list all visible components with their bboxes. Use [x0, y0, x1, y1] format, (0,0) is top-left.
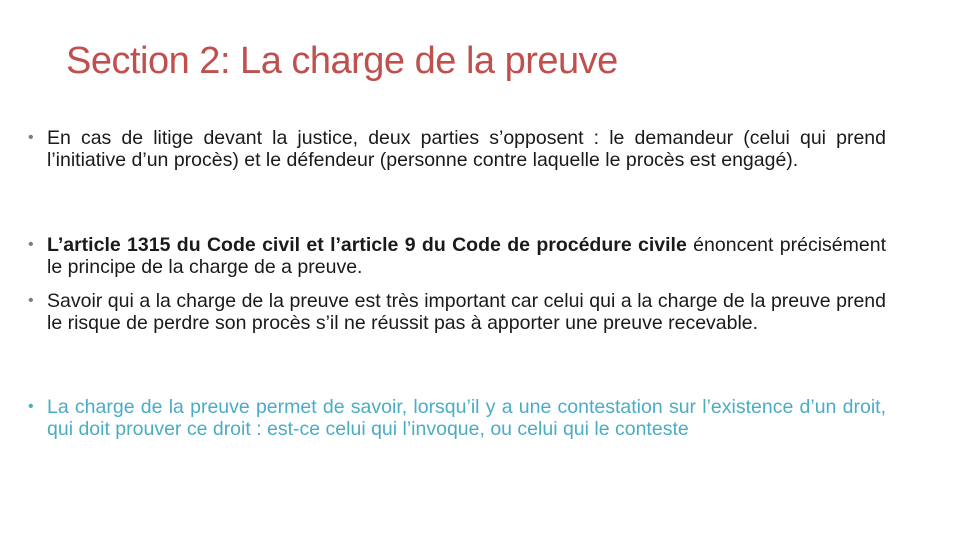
- bullet-item: [28, 234, 886, 278]
- slide-title: Section 2: La charge de la preuve: [66, 40, 618, 82]
- bullet-item: [28, 290, 886, 334]
- bullet-block-2: [28, 234, 886, 278]
- bullet-text: En cas de litige devant la justice, deux parties s’opposent : le demandeur (celui qui prend l’initiative d’un procès) et le défendeur (personne contre laquelle le procès est engagé).: [47, 127, 886, 171]
- bullet-block-1: [28, 127, 886, 171]
- bullet-text: Savoir qui a la charge de la preuve est très important car celui qui a la charge de la preuve prend le risque de perdre son procès s’il ne réussit pas à apporter une preuve recevable.: [47, 290, 886, 334]
- bullet-item: [28, 127, 886, 171]
- bullet-block-3: [28, 290, 886, 334]
- bullet-block-4: [28, 396, 886, 440]
- bullet-text: La charge de la preuve permet de savoir, lorsqu’il y a une contestation sur l’existence d’un droit, qui doit prouver ce droit : est-ce celui qui l’invoque, ou celui qui le conteste: [47, 396, 886, 440]
- bullet-bold-text: L’article 1315 du Code civil et l’article 9 du Code de procédure civile: [47, 234, 687, 256]
- bullet-text: énoncent précisément le principe de la charge de a preuve.: [47, 234, 886, 278]
- bullet-item-highlight: [28, 396, 886, 440]
